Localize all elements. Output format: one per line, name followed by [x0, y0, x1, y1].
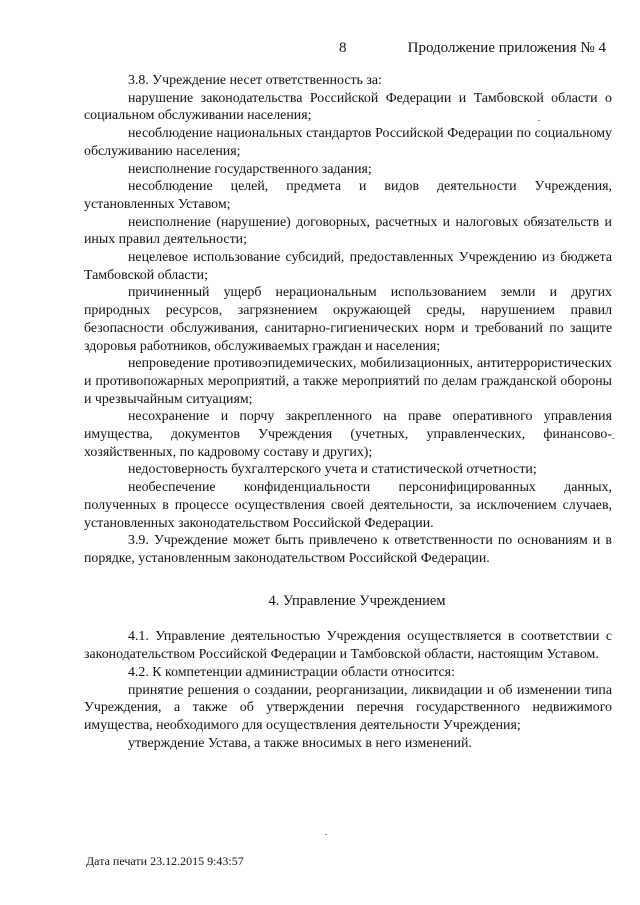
section-3-9: 3.9. Учреждение может быть привлечено к ответственности по основаниям и в порядке, установленным законодательством Российской Федерации.	[84, 533, 612, 566]
page-number: 8	[339, 40, 347, 56]
liability-item: неисполнение (нарушение) договорных, расчетных и налоговых обязательств и иных правил деятельности;	[84, 214, 612, 248]
liability-item: непроведение противоэпидемических, мобилизационных, антитеррористических и противопожарных мероприятий, а также мероприятий по делам гражданской обороны и чрезвычайным ситуациям;	[84, 356, 612, 407]
appendix-header: Продолжение приложения № 4	[407, 40, 606, 56]
document-body	[84, 72, 612, 752]
competence-item: принятие решения о создании, реорганизации, ликвидации и об изменении типа Учреждения, а также об утверждении перечня государственного недвижимого имущества, необходимого для осуществления деятельности Учреждения;	[84, 682, 612, 733]
liability-item: причиненный ущерб нерациональным использованием земли и других природных ресурсов, загрязнением окружающей среды, нарушением правил безопасности обслуживания, санитарно-гигиенических норм и требований по защите здоровья работников, обслуживаемых граждан и населения;	[84, 285, 612, 354]
liability-item: несоблюдение национальных стандартов Российской Федерации по социальному обслуживанию населения;	[84, 126, 612, 159]
section-4-1: 4.1. Управление деятельностью Учреждения осуществляется в соответствии с законодательством Российской Федерации и Тамбовской области, настоящим Уставом.	[84, 629, 612, 663]
liability-item: несохранение и порчу закрепленного на праве оперативного управления имущества, документов Учреждения (учетных, управленческих, финансово-хозяйственных, по кадровому составу и других);	[84, 409, 612, 460]
scan-speck	[325, 834, 327, 835]
liability-item: неисполнение государственного задания;	[128, 161, 372, 177]
liability-item: несоблюдение целей, предмета и видов деятельности Учреждения, установленных Уставом;	[84, 179, 612, 212]
print-date-footer: Дата печати 23.12.2015 9:43:57	[86, 854, 244, 868]
liability-item: нарушение законодательства Российской Федерации и Тамбовской области о социальном обслуживании населения;	[84, 90, 612, 124]
section-3-8-intro: 3.8. Учреждение несет ответственность за:	[128, 73, 382, 88]
section-4-2-intro: 4.2. К компетенции администрации области относится:	[128, 664, 455, 680]
liability-item: нецелевое использование субсидий, предоставленных Учреждению из бюджета Тамбовской области;	[84, 250, 612, 283]
competence-item: утверждение Устава, а также вносимых в него изменений.	[128, 735, 472, 751]
section-4-heading: 4. Управление Учреждением	[268, 592, 446, 609]
liability-item: необеспечение конфиденциальности персонифицированных данных, полученных в процессе осуществления своей деятельности, за исключением случаев, установленных законодательством Российской Федерации.	[84, 480, 612, 531]
scan-speck	[612, 438, 614, 439]
scan-speck	[538, 120, 540, 121]
liability-item: недостоверность бухгалтерского учета и статистической отчетности;	[128, 462, 537, 478]
